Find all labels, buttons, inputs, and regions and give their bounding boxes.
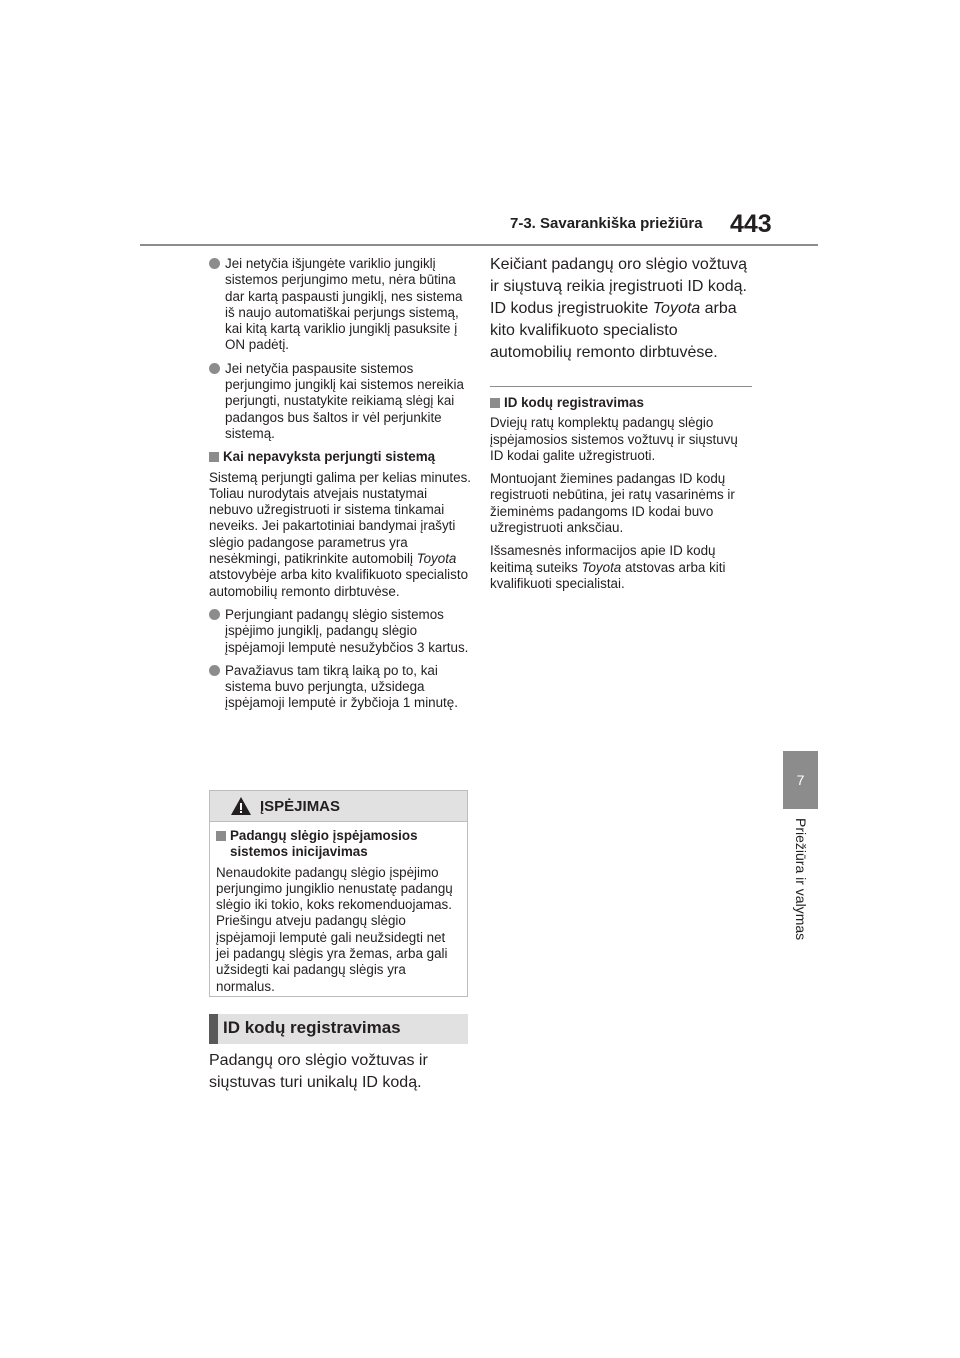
paragraph bbox=[209, 470, 471, 600]
bullet-text: Jei netyčia paspausite sistemos perjungimo jungiklį kai sistemos nereikia perjungti, nustatykite reikiamą slėgį kai padangos bus šaltos ir vėl perjunkite sistemą. bbox=[225, 360, 464, 441]
square-bullet-icon bbox=[490, 398, 500, 408]
paragraph-text: Išsamesnės informacijos apie ID kodų keitimą suteiks bbox=[490, 543, 716, 575]
warning-box bbox=[209, 790, 468, 997]
intro-text: Keičiant padangų oro slėgio vožtuvą ir siųstuvą reikia įregistruoti ID kodą. ID kodus įregistruokite bbox=[490, 256, 748, 317]
section-text: Padangų oro slėgio vožtuvas ir siųstuvas turi unikalų ID kodą. bbox=[209, 1052, 428, 1091]
brand-name: Toyota bbox=[652, 300, 701, 317]
chapter-label: Priežiūra ir valymas bbox=[793, 818, 809, 941]
warning-text: Nenaudokite padangų slėgio įspėjimo perjungimo jungiklio nenustatę padangų slėgio iki tokio, koks rekomenduojamas. Priešingu atveju padangų slėgio įspėjamoji lemputė gali neužsidegti net jei padangų slėgis yra žemas, arba gali užsidegti kai padangų slėgis yra normalus. bbox=[216, 864, 453, 994]
right-column bbox=[490, 254, 752, 599]
warning-body bbox=[210, 822, 467, 1006]
warning-triangle-icon bbox=[230, 796, 252, 816]
brand-name: Toyota bbox=[416, 551, 457, 567]
bullet-dot-icon bbox=[209, 609, 220, 620]
divider bbox=[490, 386, 752, 387]
section-heading-bar bbox=[209, 1014, 218, 1044]
square-bullet-icon bbox=[209, 452, 219, 462]
square-bullet-icon bbox=[216, 831, 226, 841]
page-number: 443 bbox=[730, 210, 772, 238]
warning-subheading-text: Padangų slėgio įspėjamosios sistemos inicijavimas bbox=[230, 828, 418, 860]
subheading bbox=[490, 395, 752, 411]
warning-header bbox=[210, 791, 467, 822]
chapter-tab: 7 bbox=[783, 751, 818, 809]
bullet-dot-icon bbox=[209, 258, 220, 269]
bullet-item bbox=[209, 361, 471, 442]
left-column bbox=[209, 256, 471, 719]
paragraph-text: Sistemą perjungti galima per kelias minutes. Toliau nurodytais atvejais nustatymai nebuvo užregistruoti ir sistema tinkamai neveiks. Jei pakartotiniai bandymai įrašyti slėgio padangose parametrus yra nesėkmingi, patikrinkite automobilį bbox=[209, 469, 471, 567]
warning-title: ĮSPĖJIMAS bbox=[260, 798, 341, 815]
subheading bbox=[209, 449, 471, 465]
warning-subheading bbox=[216, 828, 461, 861]
bullet-item bbox=[209, 256, 471, 354]
bullet-text: Pavažiavus tam tikrą laiką po to, kai sistema buvo perjungta, užsidega įspėjamoji lemputė ir žybčioja 1 minutę. bbox=[225, 662, 458, 711]
paragraph bbox=[490, 543, 752, 592]
bullet-text: Perjungiant padangų slėgio sistemos įspėjimo jungiklį, padangų slėgio įspėjamoji lemputė nesužybčios 3 kartus. bbox=[225, 606, 469, 655]
bullet-item bbox=[209, 663, 471, 712]
paragraph: Montuojant žiemines padangas ID kodų registruoti nebūtina, jei ratų vasarinėms ir žieminėms padangoms ID kodai buvo užregistruoti anksčiau. bbox=[490, 471, 735, 536]
paragraph-text: atstovybėje arba kito kvalifikuoto specialisto automobilių remonto dirbtuvėse. bbox=[209, 567, 469, 599]
paragraph-text: atstovas arba kiti kvalifikuoti specialistai. bbox=[490, 559, 726, 591]
section-heading bbox=[209, 1014, 468, 1044]
header-rule bbox=[140, 244, 818, 246]
brand-name: Toyota bbox=[581, 559, 622, 575]
intro-paragraph bbox=[490, 254, 752, 364]
paragraph: Dviejų ratų komplektų padangų slėgio įspėjamosios sistemos vožtuvų ir siųstuvų ID kodai galite užregistruoti. bbox=[490, 415, 738, 463]
bullet-dot-icon bbox=[209, 665, 220, 676]
section-heading-text: ID kodų registravimas bbox=[223, 1018, 401, 1037]
subheading-text: ID kodų registravimas bbox=[504, 395, 644, 410]
subheading-text: Kai nepavyksta perjungti sistemą bbox=[223, 449, 436, 465]
bullet-item bbox=[209, 607, 471, 656]
bullet-text: Jei netyčia išjungėte variklio jungiklį sistemos perjungimo metu, nėra būtina dar kartą paspausti jungiklį, nes sistema iš naujo automatiškai perjungs sistemą, kai kitą kartą variklio jungiklį pasuksite į ON padėtį. bbox=[225, 256, 463, 353]
intro-text: arba kito kvalifikuoto specialisto automobilių remonto dirbtuvėse. bbox=[490, 300, 737, 361]
section-title: 7-3. Savarankiška priežiūra bbox=[510, 215, 703, 232]
bullet-dot-icon bbox=[209, 363, 220, 374]
